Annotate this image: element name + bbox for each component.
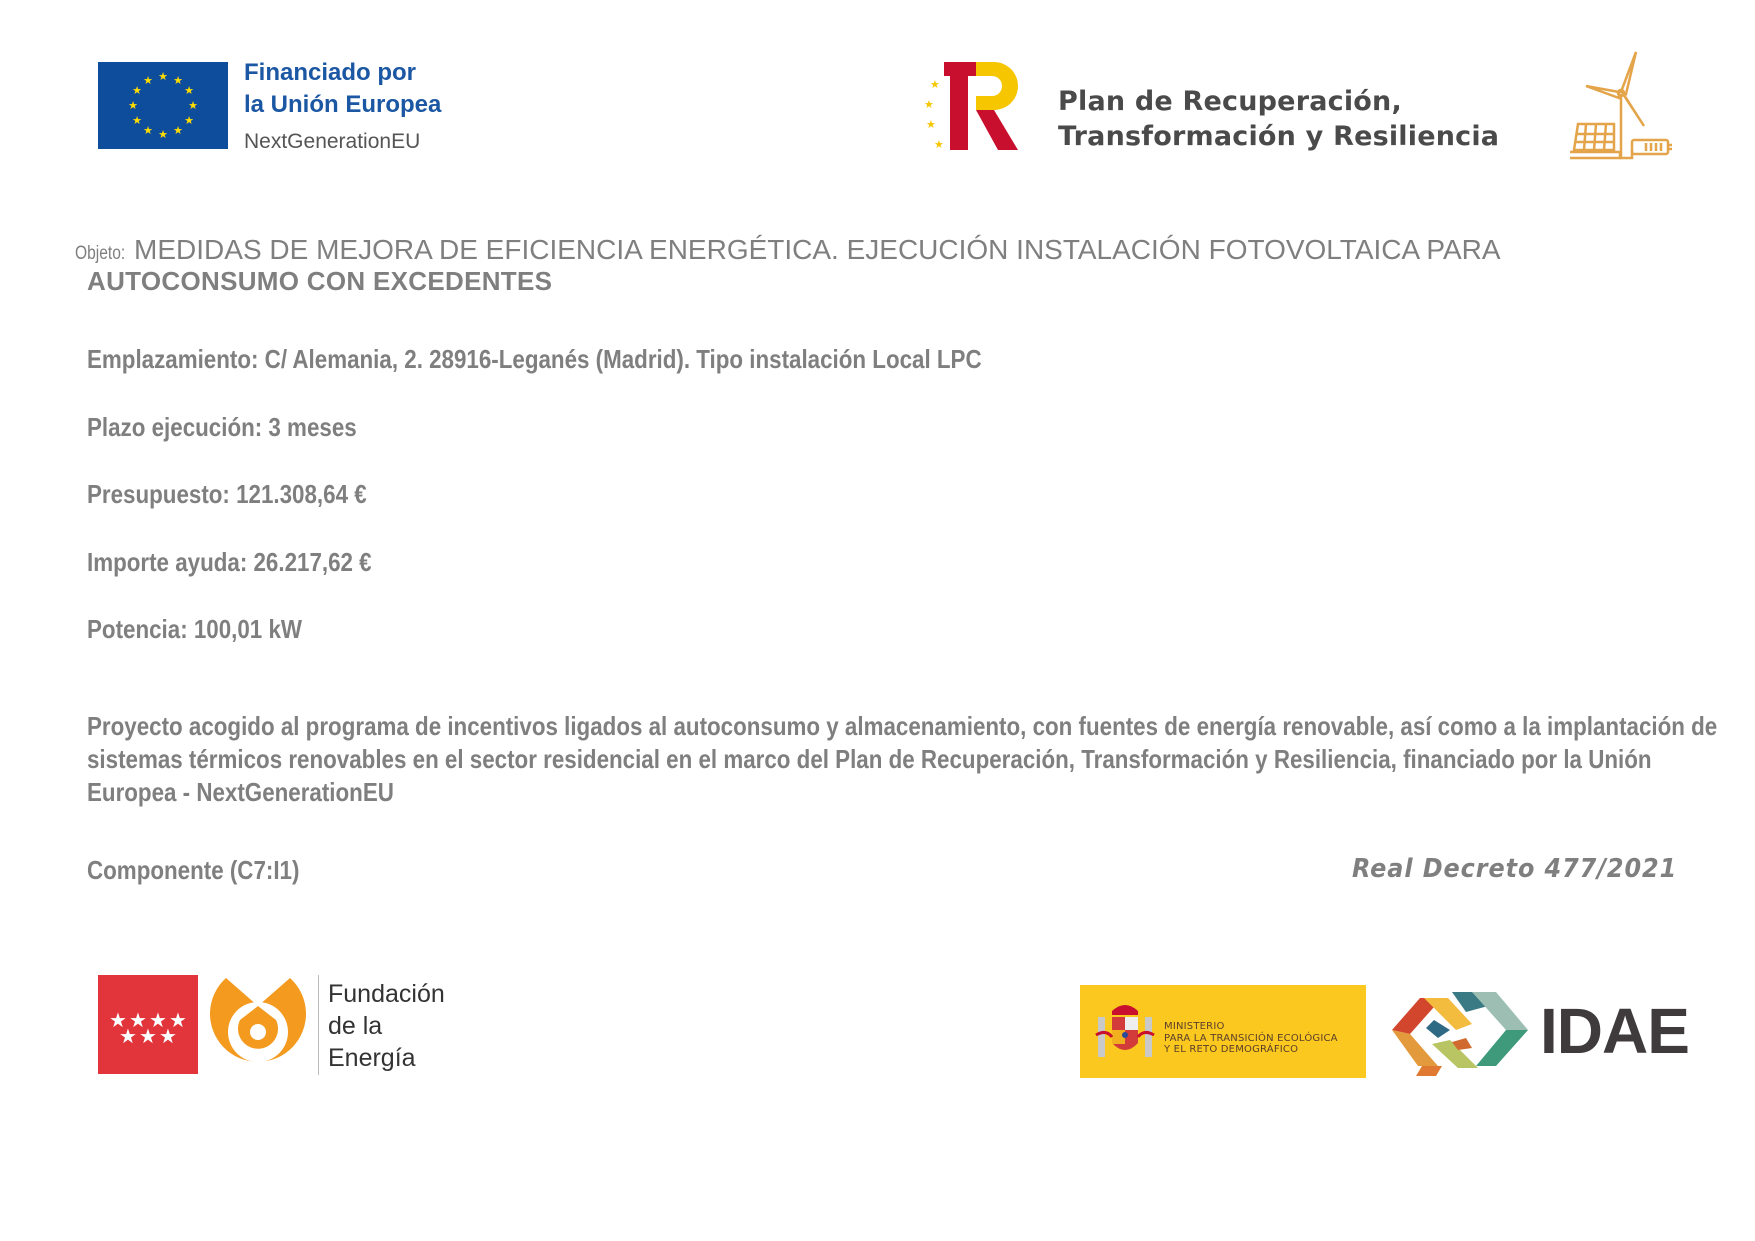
svg-text:★: ★ <box>158 128 168 141</box>
svg-text:★: ★ <box>173 124 183 137</box>
objeto-value: MEDIDAS DE MEJORA DE EFICIENCIA ENERGÉTICA. EJECUCIÓN INSTALACIÓN FOTOVOLTAICA PARA <box>126 234 1501 265</box>
svg-text:★: ★ <box>132 114 142 127</box>
svg-text:★: ★ <box>184 84 194 97</box>
svg-text:★: ★ <box>930 78 940 91</box>
field-importe-ayuda: Importe ayuda: 26.217,62 € <box>87 547 372 577</box>
programa-paragraph: Proyecto acogido al programa de incentivos ligados al autoconsumo y almacenamiento, con fuentes de energía renovable, así como a la implantación de sistemas térmicos renovables en el sector residencial en el marco del Plan de Recuperación, Transformación y Resiliencia, financiado por la Unión Europea - NextGenerationEU <box>87 711 1718 807</box>
fundacion-line2: de la <box>328 1012 383 1040</box>
eu-logo-line1: Financiado por <box>244 59 417 86</box>
logo-divider <box>318 975 319 1075</box>
svg-text:★: ★ <box>924 98 934 111</box>
svg-text:★: ★ <box>129 1008 147 1032</box>
fundacion-energia-mark-icon <box>206 970 310 1074</box>
field-emplazamiento: Emplazamiento: C/ Alemania, 2. 28916-Leganés (Madrid). Tipo instalación Local LPC <box>87 344 982 374</box>
ministerio-line3: Y EL RETO DEMOGRÁFICO <box>1164 1044 1299 1055</box>
fundacion-line1: Fundación <box>328 980 445 1008</box>
eu-flag-icon <box>98 62 228 149</box>
field-presupuesto: Presupuesto: 121.308,64 € <box>87 479 367 509</box>
idae-wordmark: IDAE <box>1540 995 1689 1067</box>
field-plazo-ejecucion: Plazo ejecución: 3 meses <box>87 412 357 442</box>
svg-text:★: ★ <box>188 99 198 112</box>
ministerio-line2: PARA LA TRANSICIÓN ECOLÓGICA <box>1164 1033 1338 1044</box>
ministerio-logo <box>1080 985 1366 1078</box>
componente-code: Componente (C7:I1) <box>87 855 300 885</box>
ministerio-line1: MINISTERIO <box>1164 1021 1225 1032</box>
svg-text:★: ★ <box>159 1024 177 1048</box>
prtr-logo-line1: Plan de Recuperación, <box>1058 86 1402 117</box>
idae-knot-icon <box>1392 984 1528 1078</box>
objeto-label: Objeto: <box>75 243 126 264</box>
prtr-logo-line2: Transformación y Resiliencia <box>1058 121 1500 152</box>
field-potencia: Potencia: 100,01 kW <box>87 614 302 644</box>
svg-text:★: ★ <box>119 1024 137 1048</box>
svg-text:★: ★ <box>169 1008 187 1032</box>
objeto-value-continued: AUTOCONSUMO CON EXCEDENTES <box>87 266 553 296</box>
svg-text:★: ★ <box>128 99 138 112</box>
svg-text:★: ★ <box>139 1024 157 1048</box>
svg-text:★: ★ <box>109 1008 127 1032</box>
prtr-tr-mark-icon <box>918 58 1030 152</box>
comunidad-madrid-flag-icon <box>98 975 198 1074</box>
eu-logo-line2: la Unión Europea <box>244 91 442 118</box>
fundacion-line3: Energía <box>328 1044 416 1072</box>
real-decreto: Real Decreto 477/2021 <box>1352 854 1678 884</box>
svg-text:★: ★ <box>158 70 168 83</box>
eu-logo-line3: NextGenerationEU <box>244 130 421 153</box>
svg-text:★: ★ <box>926 118 936 131</box>
svg-text:★: ★ <box>184 114 194 127</box>
svg-text:★: ★ <box>143 124 153 137</box>
svg-text:★: ★ <box>934 138 944 151</box>
objeto-line <box>75 234 1501 266</box>
spain-coat-of-arms-icon <box>1094 999 1156 1065</box>
wind-solar-battery-icon <box>1556 46 1676 162</box>
svg-text:★: ★ <box>173 74 183 87</box>
svg-text:★: ★ <box>143 74 153 87</box>
svg-text:★: ★ <box>149 1008 167 1032</box>
svg-text:★: ★ <box>132 84 142 97</box>
